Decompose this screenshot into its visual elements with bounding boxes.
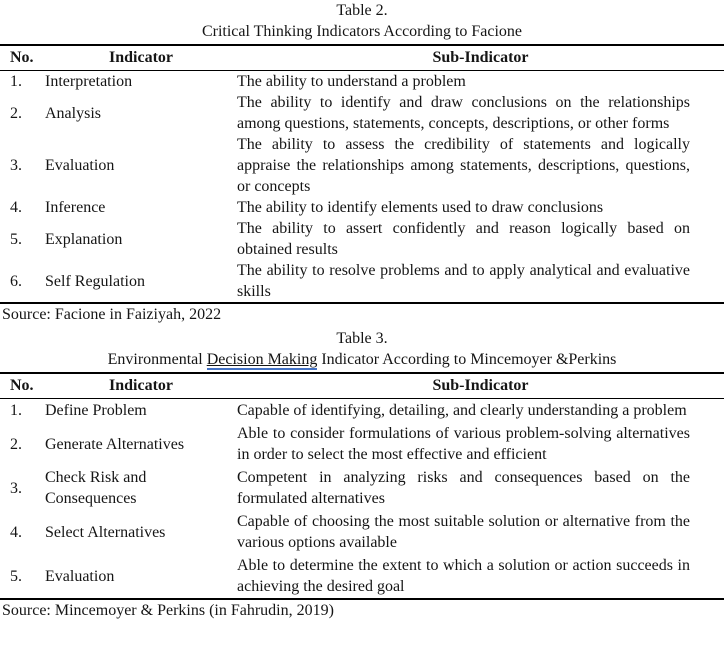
row-number: 2.	[10, 435, 22, 453]
indicator-cell: Evaluation	[45, 567, 115, 585]
decision-making-underlined-phrase: Decision Making	[206, 351, 318, 368]
indicator-cell: Analysis	[45, 104, 101, 122]
sub-indicator-cell: Competent in analyzing risks and consequences based on the formulated alternatives	[237, 469, 690, 507]
sub-indicator-cell: The ability to resolve problems and to apply analytical and evaluative skills	[237, 262, 690, 300]
indicator-cell: Self Regulation	[45, 272, 145, 290]
table2-caption-subtitle: Critical Thinking Indicators According to Facione	[201, 23, 523, 40]
table-row	[0, 71, 724, 93]
sub-indicator-cell: The ability to identify elements used to draw conclusions	[237, 199, 604, 216]
sub-indicator-cell: The ability to understand a problem	[237, 73, 466, 90]
col-header-sub-indicator: Sub-Indicator	[237, 373, 724, 399]
sub-indicator-cell: The ability to identify and draw conclusions on the relationships among questions, statements, concepts, descriptions, or other forms	[237, 94, 690, 132]
indicator-cell: Explanation	[45, 230, 123, 248]
table3-caption-title: Table 3.	[336, 330, 388, 347]
table-row	[0, 218, 724, 260]
sub-indicator-cell: Capable of choosing the most suitable solution or alternative from the various options available	[237, 513, 690, 551]
indicator-cell: Evaluation	[45, 157, 115, 174]
row-number: 4.	[10, 199, 22, 216]
table-row	[0, 92, 724, 134]
caption-suffix: Indicator According to Mincemoyer &Perkins	[317, 351, 617, 368]
sub-indicator-cell: Able to consider formulations of various problem-solving alternatives in order to select the most effective and efficient	[237, 425, 690, 463]
table2-caption-title: Table 2.	[336, 2, 388, 19]
table-row	[0, 134, 724, 197]
sub-indicator-cell: Able to determine the extent to which a solution or action succeeds in achieving the desired goal	[237, 557, 690, 595]
mincemoyer-perkins-table	[0, 372, 724, 600]
col-header-no: No.	[0, 45, 45, 71]
row-number: 3.	[10, 157, 22, 174]
table-row	[0, 399, 724, 423]
table3-source-note: Source: Mincemoyer & Perkins (in Fahrudin, 2019)	[2, 602, 334, 619]
row-number: 3.	[10, 479, 22, 497]
indicator-cell: Check Risk and Consequences	[45, 469, 147, 507]
sub-indicator-cell: Capable of identifying, detailing, and clearly understanding a problem	[237, 402, 687, 419]
indicator-cell: Interpretation	[45, 73, 133, 90]
row-number: 2.	[10, 104, 22, 122]
indicator-cell: Define Problem	[45, 402, 147, 419]
col-header-indicator: Indicator	[45, 373, 237, 399]
indicator-cell: Select Alternatives	[45, 523, 166, 541]
table-row	[0, 510, 724, 554]
table2-source-note: Source: Facione in Faiziyah, 2022	[2, 306, 222, 323]
indicator-cell: Generate Alternatives	[45, 435, 185, 453]
row-number: 1.	[10, 73, 22, 90]
table2-header-row	[0, 45, 724, 71]
sub-indicator-cell: The ability to assert confidently and reason logically based on obtained results	[237, 220, 690, 258]
indicator-cell: Inference	[45, 199, 106, 216]
table3-caption-subtitle	[0, 349, 724, 370]
row-number: 4.	[10, 523, 22, 541]
facione-indicators-table	[0, 44, 724, 304]
row-number: 5.	[10, 567, 22, 585]
table-row	[0, 554, 724, 599]
table-row	[0, 422, 724, 466]
row-number: 1.	[10, 402, 22, 419]
table-row	[0, 197, 724, 218]
table-row	[0, 260, 724, 303]
sub-indicator-cell: The ability to assess the credibility of statements and logically appraise the relationships among statements, descriptions, questions, or concepts	[237, 136, 690, 195]
row-number: 5.	[10, 230, 22, 248]
table3-header-row	[0, 373, 724, 399]
col-header-no: No.	[0, 373, 45, 399]
table-row	[0, 466, 724, 510]
row-number: 6.	[10, 272, 22, 290]
col-header-sub-indicator: Sub-Indicator	[237, 45, 724, 71]
caption-prefix: Environmental	[107, 351, 207, 368]
col-header-indicator: Indicator	[45, 45, 237, 71]
